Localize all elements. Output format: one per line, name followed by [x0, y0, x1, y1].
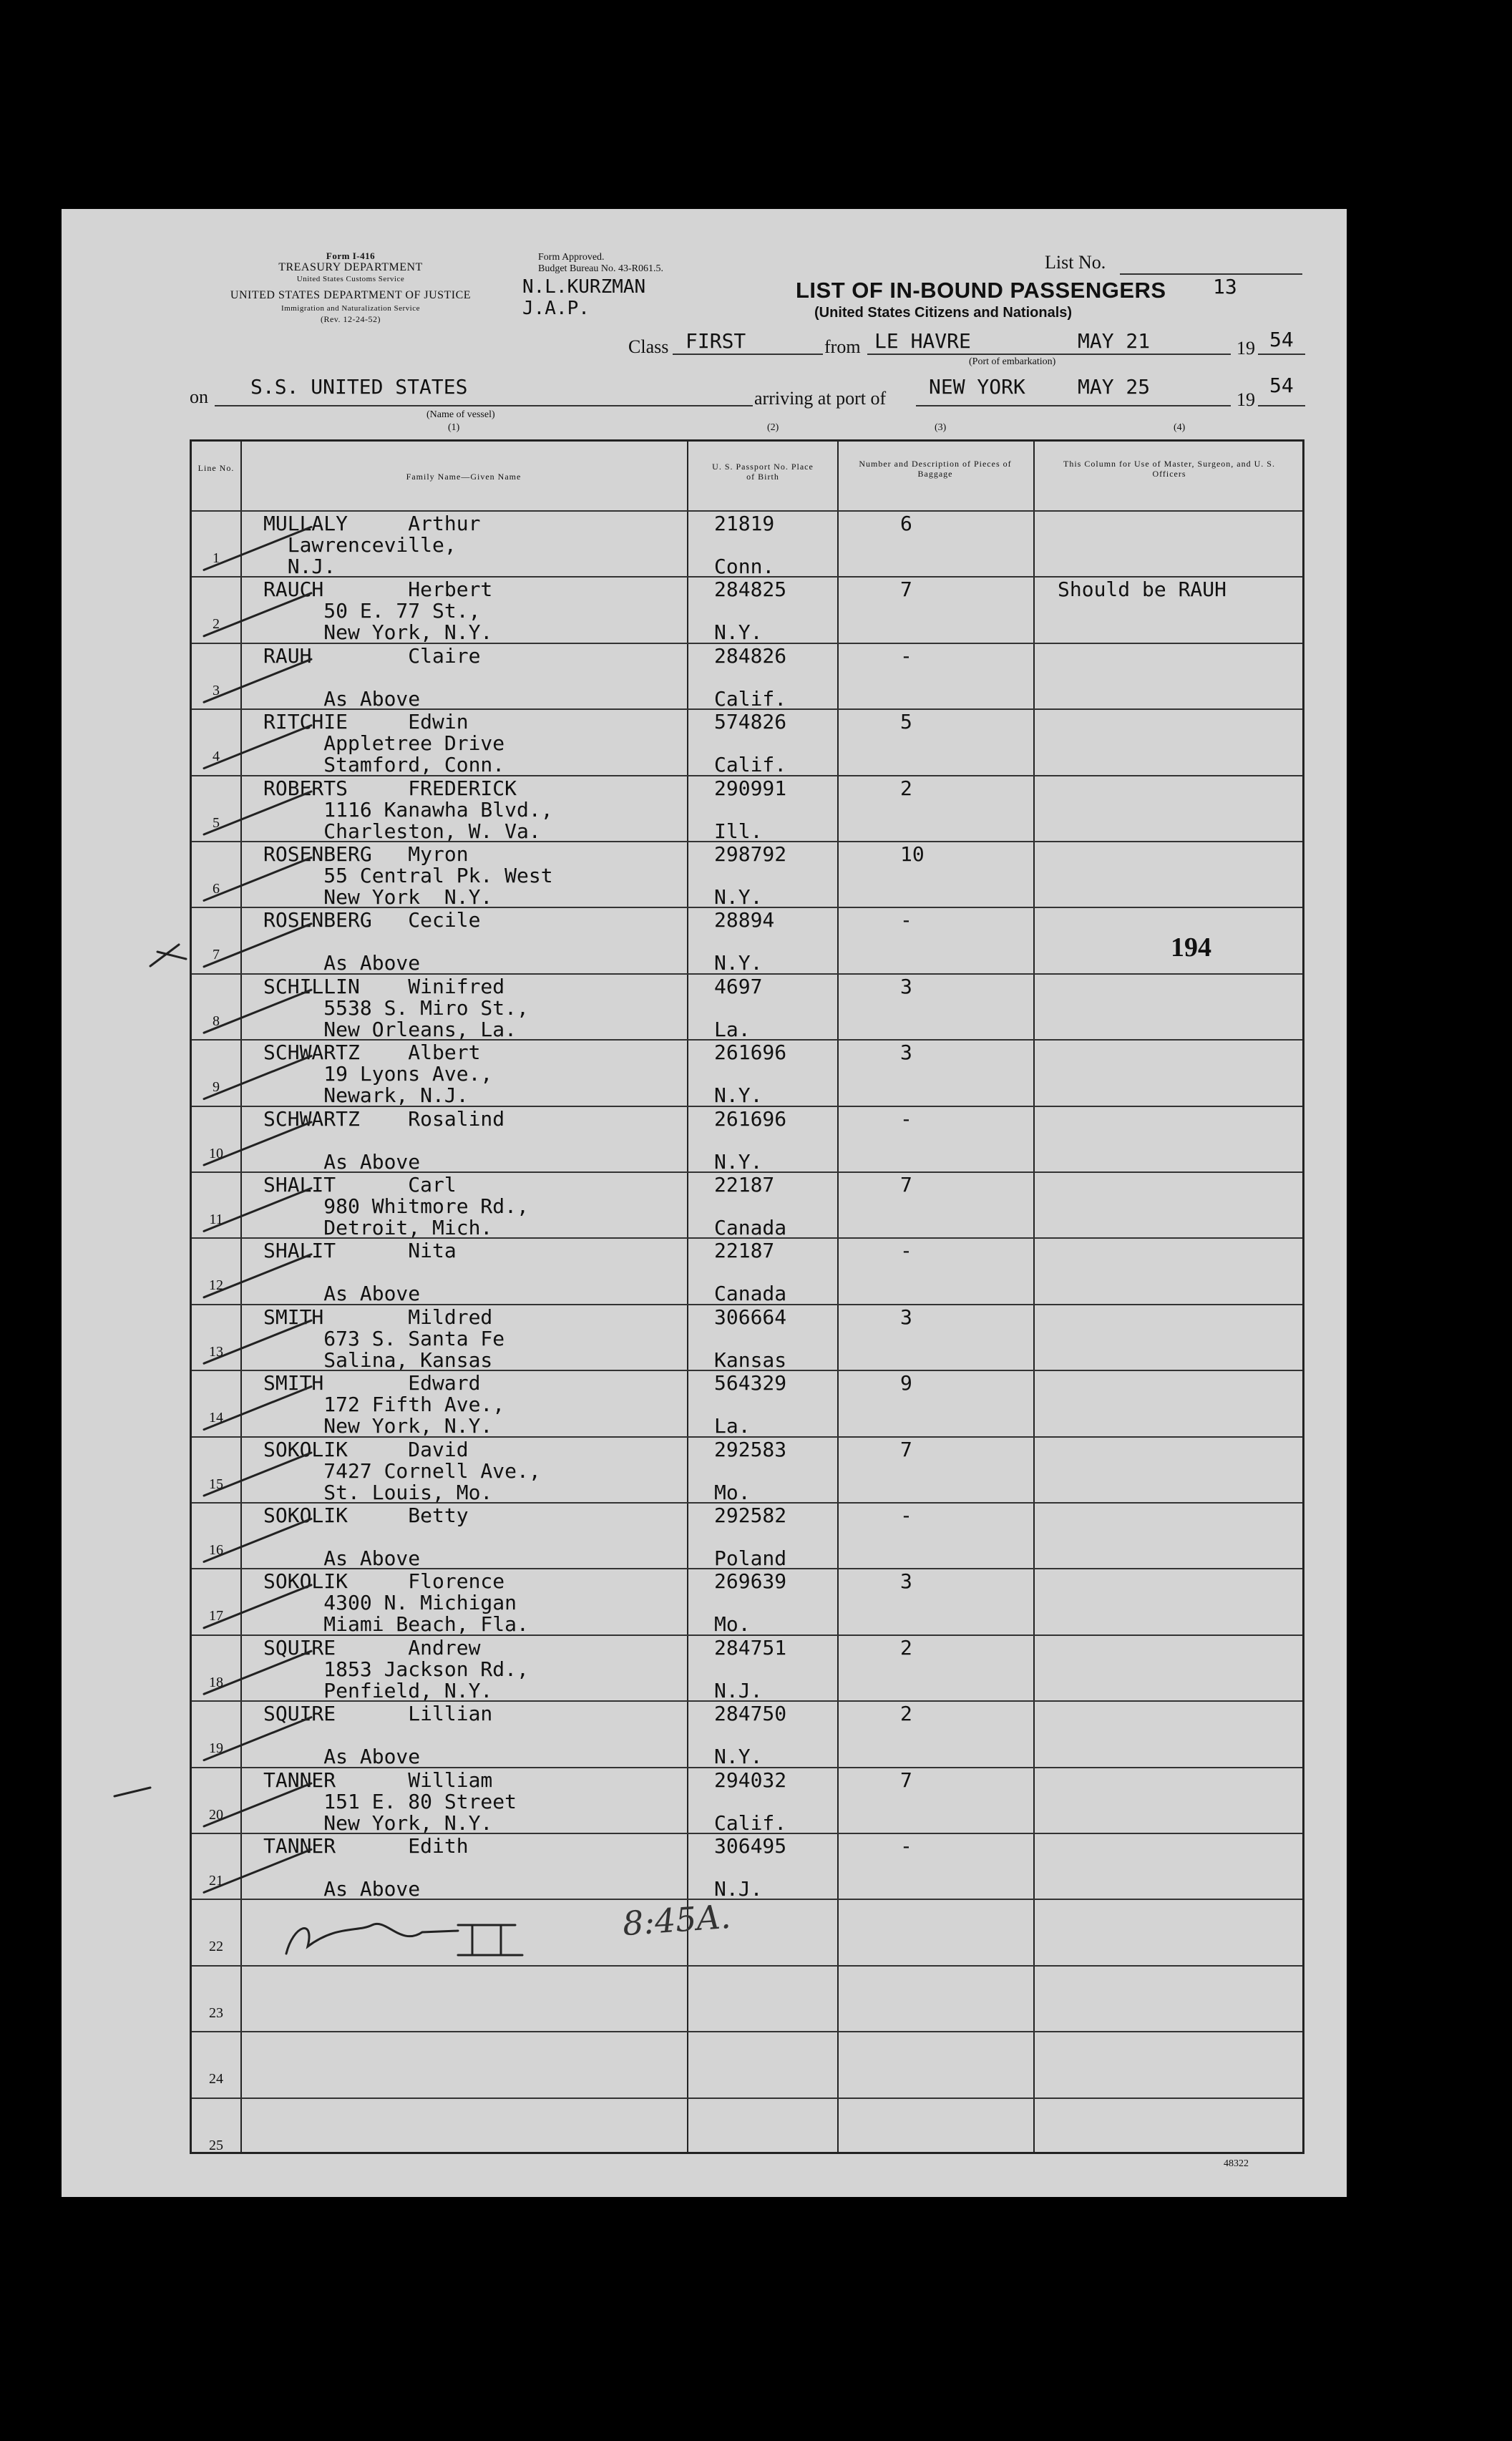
passenger-name-address: SCHWARTZ Albert 19 Lyons Ave., Newark, N.J.	[263, 1041, 493, 1108]
line-number: 19	[209, 1740, 223, 1757]
baggage-count: 2	[900, 1702, 912, 1726]
baggage-count: -	[900, 1239, 912, 1263]
passport-birthplace: 574826 Calif.	[714, 710, 787, 777]
arrival-year-prefix: 19	[1237, 389, 1255, 410]
line-number: 13	[209, 1343, 223, 1360]
ins-label: Immigration and Naturalization Service	[281, 304, 421, 313]
baggage-count: 2	[900, 776, 912, 800]
baggage-count: 7	[900, 1437, 912, 1461]
line-number: 14	[209, 1410, 223, 1426]
passenger-name-address: SCHWARTZ Rosalind As Above	[263, 1106, 505, 1174]
baggage-count: 6	[900, 512, 912, 535]
passport-birthplace: 292582 Poland	[714, 1504, 787, 1570]
passenger-name-address: RAUH Claire As Above	[263, 643, 481, 711]
baggage-count: 7	[900, 578, 912, 602]
arrival-port: NEW YORK	[929, 375, 1025, 399]
embarkation-note: (Port of embarkation)	[969, 356, 1056, 367]
justice-label: UNITED STATES DEPARTMENT OF JUSTICE	[230, 289, 472, 301]
arrival-rule	[916, 405, 1231, 406]
passport-birthplace: 306495 N.J.	[714, 1834, 787, 1901]
col-head-line: Line No.	[197, 463, 235, 473]
embarkation-port: LE HAVRE	[874, 329, 971, 353]
vessel-rule	[215, 405, 753, 406]
line-number: 23	[209, 2004, 223, 2021]
row-divider	[192, 2031, 1302, 2032]
footer-code: 48322	[1224, 2158, 1249, 2169]
arrival-date: MAY 25	[1078, 375, 1151, 399]
col-head-name: Family Name—Given Name	[406, 472, 522, 482]
passenger-name-address: SQUIRE Andrew 1853 Jackson Rd., Penfield, N.Y.	[263, 1635, 529, 1702]
passport-birthplace: 294032 Calif.	[714, 1768, 787, 1835]
revision-label: (Rev. 12-24-52)	[320, 314, 381, 324]
on-label: on	[190, 386, 208, 407]
passport-birthplace: 298792 N.Y.	[714, 842, 787, 909]
line-number: 20	[209, 1806, 223, 1823]
passport-birthplace: 284751 N.J.	[714, 1635, 787, 1702]
baggage-count: 3	[900, 1305, 912, 1329]
passenger-name-address: SOKOLIK Florence 4300 N. Michigan Miami Beach, Fla.	[263, 1569, 529, 1637]
passenger-name-address: RAUCH Herbert 50 E. 77 St., New York, N.Y.	[263, 578, 493, 645]
form-agency-block	[186, 250, 515, 325]
baggage-count: 7	[900, 1768, 912, 1792]
passenger-name-address: ROBERTS FREDERICK 1116 Kanawha Blvd., Charleston, W. Va.	[263, 776, 553, 843]
passenger-name-address: TANNER William 151 E. 80 Street New York, N.Y.	[263, 1768, 517, 1835]
baggage-count: -	[900, 1834, 912, 1858]
col-head-passport: U. S. Passport No. Place of Birth	[712, 462, 814, 482]
baggage-count: 7	[900, 1173, 912, 1197]
list-no-rule	[1120, 273, 1302, 275]
passport-birthplace: 290991 Ill.	[714, 776, 787, 843]
line-number: 5	[213, 814, 220, 831]
passenger-name-address: SQUIRE Lillian As Above	[263, 1702, 493, 1769]
from-rule	[867, 354, 1231, 355]
baggage-count: 3	[900, 974, 912, 998]
baggage-count: 3	[900, 1569, 912, 1594]
baggage-count: -	[900, 908, 912, 932]
line-number: 8	[213, 1013, 220, 1029]
passport-birthplace: 22187 Canada	[714, 1239, 787, 1306]
passport-birthplace: 261696 N.Y.	[714, 1106, 787, 1174]
passenger-name-address: SMITH Mildred 673 S. Santa Fe Salina, Kansas	[263, 1305, 505, 1372]
column-divider	[240, 442, 242, 2152]
line-number: 6	[213, 881, 220, 897]
passenger-table	[190, 439, 1304, 2154]
baggage-count: -	[900, 1504, 912, 1527]
col-head-baggage: Number and Description of Pieces of Baggage	[859, 459, 1012, 479]
column-divider	[837, 442, 839, 2152]
passenger-name-address: MULLALY Arthur Lawrenceville, N.J.	[263, 512, 481, 578]
line-number: 17	[209, 1608, 223, 1624]
passport-birthplace: 284826 Calif.	[714, 643, 787, 711]
line-number: 18	[209, 1674, 223, 1690]
passport-birthplace: 261696 N.Y.	[714, 1041, 787, 1108]
line-number: 9	[213, 1079, 220, 1096]
line-number: 21	[209, 1873, 223, 1889]
passenger-name-address: SHALIT Carl 980 Whitmore Rd., Detroit, Mich.	[263, 1173, 529, 1239]
officer-initials: J.A.P.	[522, 298, 590, 319]
row-divider	[192, 1899, 1302, 1900]
baggage-count: 10	[900, 842, 925, 866]
officer-name: N.L.KURZMAN	[522, 276, 646, 298]
year-value: 54	[1269, 328, 1294, 351]
passport-birthplace: 564329 La.	[714, 1371, 787, 1438]
col-head-officers: This Column for Use of Master, Surgeon, and U. S. Officers	[1063, 459, 1275, 479]
officer-note: Should be RAUH	[1058, 578, 1227, 602]
budget-bureau: Budget Bureau No. 43-R061.5.	[538, 263, 663, 274]
line-number: 15	[209, 1476, 223, 1492]
form-approved: Form Approved.	[538, 252, 605, 263]
year-rule	[1258, 354, 1305, 355]
line-number: 1	[213, 550, 220, 566]
passport-birthplace: 22187 Canada	[714, 1173, 787, 1239]
vessel-name: S.S. UNITED STATES	[250, 375, 468, 399]
passport-birthplace: 269639 Mo.	[714, 1569, 787, 1637]
column-divider	[1033, 442, 1035, 2152]
row-divider	[192, 2097, 1302, 2099]
line-number: 11	[209, 1212, 223, 1227]
list-no-label: List No.	[1045, 252, 1106, 273]
passenger-name-address: ROSENBERG Cecile As Above	[263, 908, 481, 975]
line-number: 10	[209, 1145, 223, 1161]
line-number: 3	[213, 682, 220, 698]
passport-birthplace: 284750 N.Y.	[714, 1702, 787, 1769]
baggage-count: 2	[900, 1635, 912, 1660]
passport-birthplace: 306664 Kansas	[714, 1305, 787, 1372]
arrival-year-rule	[1258, 405, 1305, 406]
col-4-no: (4)	[1174, 422, 1186, 433]
arrival-year-value: 54	[1269, 374, 1294, 397]
form-number: Form I-416	[326, 250, 376, 261]
passport-birthplace: 292583 Mo.	[714, 1437, 787, 1504]
line-number: 7	[213, 947, 220, 963]
baggage-count: 5	[900, 710, 912, 734]
page-subtitle: (United States Citizens and Nationals)	[814, 305, 1073, 321]
from-label: from	[824, 336, 861, 357]
line-number: 12	[209, 1277, 223, 1294]
class-rule	[673, 354, 823, 355]
line-number: 24	[209, 2071, 223, 2087]
col-3-no: (3)	[935, 422, 947, 433]
passenger-name-address: SMITH Edward 172 Fifth Ave., New York, N.Y.	[263, 1371, 505, 1438]
passport-birthplace: 4697 La.	[714, 974, 763, 1041]
row-divider	[192, 1965, 1302, 1967]
stamp-number: 194	[1171, 932, 1211, 963]
line-number: 2	[213, 616, 220, 633]
passenger-name-address: SCHILLIN Winifred 5538 S. Miro St., New Orleans, La.	[263, 974, 529, 1041]
embarkation-date: MAY 21	[1078, 329, 1151, 353]
column-divider	[687, 442, 688, 2152]
passenger-name-address: TANNER Edith As Above	[263, 1834, 469, 1901]
vessel-note: (Name of vessel)	[426, 409, 495, 420]
passport-birthplace: 284825 N.Y.	[714, 578, 787, 645]
class-value: FIRST	[686, 329, 746, 353]
line-number: 22	[209, 1939, 223, 1955]
list-no-value: 13	[1213, 275, 1237, 298]
baggage-count: -	[900, 1106, 912, 1131]
line-number: 25	[209, 2137, 223, 2153]
arriving-label: arriving at port of	[754, 388, 887, 409]
vessel-col-no: (1)	[448, 422, 460, 433]
treasury-label: TREASURY DEPARTMENT	[278, 261, 423, 273]
line-number: 16	[209, 1542, 223, 1558]
passport-birthplace: 21819 Conn.	[714, 512, 775, 578]
passenger-name-address: SOKOLIK David 7427 Cornell Ave., St. Louis, Mo.	[263, 1437, 541, 1504]
passenger-name-address: ROSENBERG Myron 55 Central Pk. West New York N.Y.	[263, 842, 553, 909]
line-number: 4	[213, 749, 220, 765]
passenger-name-address: SOKOLIK Betty As Above	[263, 1504, 469, 1570]
handwritten-time: 8:45A.	[621, 1896, 732, 1944]
customs-label: United States Customs Service	[296, 275, 405, 283]
baggage-count: 3	[900, 1041, 912, 1065]
passenger-name-address: RITCHIE Edwin Appletree Drive Stamford, Conn.	[263, 710, 505, 777]
baggage-count: -	[900, 643, 912, 668]
year-prefix: 19	[1237, 338, 1255, 359]
class-label: Class	[628, 336, 669, 357]
passport-birthplace: 28894 N.Y.	[714, 908, 775, 975]
page-title: LIST OF IN-BOUND PASSENGERS	[796, 278, 1166, 303]
passenger-name-address: SHALIT Nita As Above	[263, 1239, 457, 1306]
col-2-no: (2)	[767, 422, 779, 433]
baggage-count: 9	[900, 1371, 912, 1395]
